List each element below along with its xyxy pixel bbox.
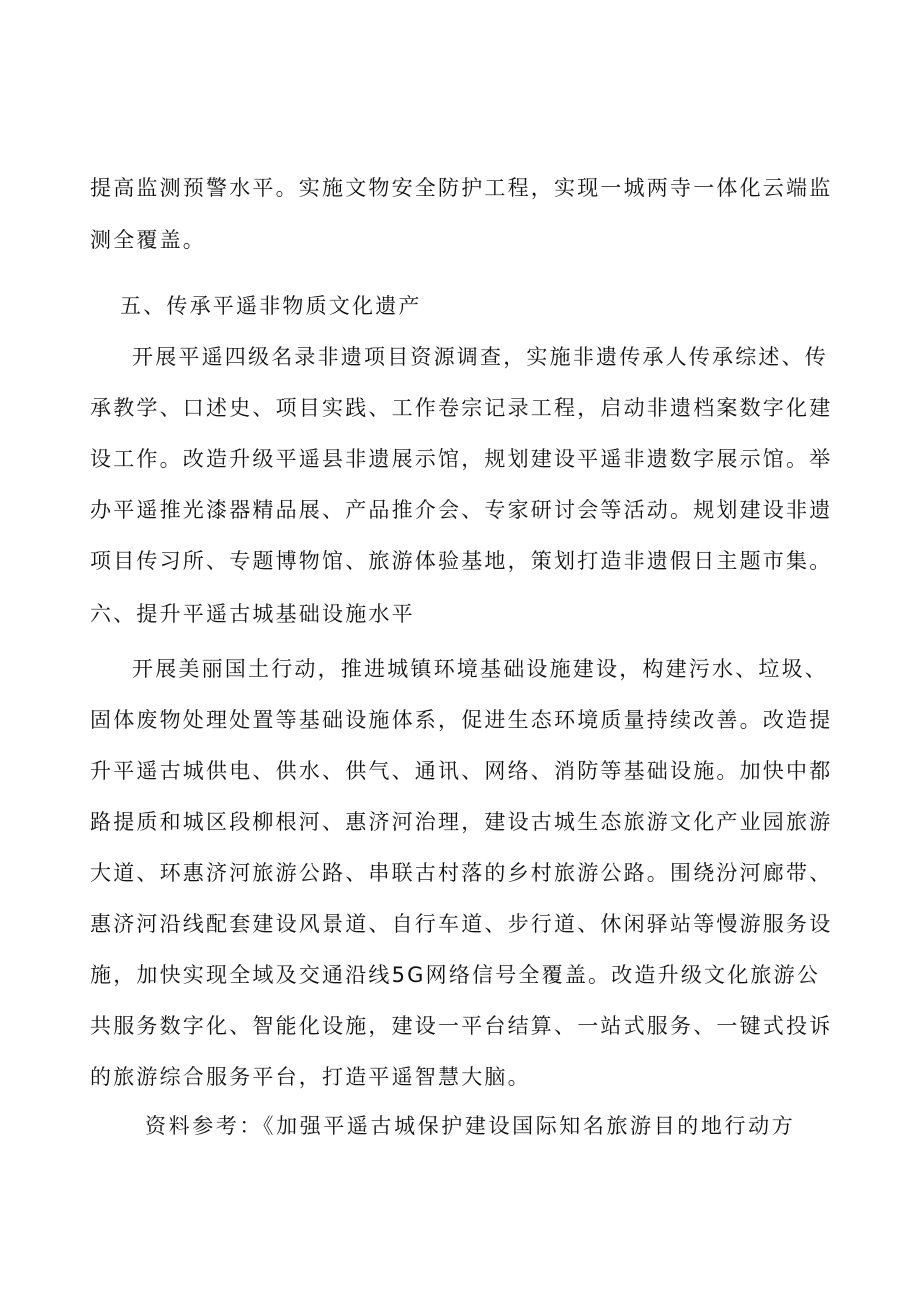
section-5-line-3: 设工作。改造升级平遥县非遗展示馆，规划建设平遥非遗数字展示馆。举 (90, 447, 833, 471)
section-5-line-1: 开展平遥四级名录非遗项目资源调查，实施非遗传承人传承综述、传 (132, 345, 828, 369)
intro-line-1: 提高监测预警水平。实施文物安全防护工程，实现一城两寺一体化云端监 (90, 176, 833, 200)
section-6-line-9: 的旅游综合服务平台，打造平遥智慧大脑。 (90, 1065, 531, 1089)
section-6-line-2: 固体废物处理处置等基础设施体系，促进生态环境质量持续改善。改造提 (90, 708, 833, 732)
section-6-line-3: 升平遥古城供电、供水、供气、通讯、网络、消防等基础设施。加快中都 (90, 759, 833, 783)
section-5-line-2: 承教学、口述史、项目实践、工作卷宗记录工程，启动非遗档案数字化建 (90, 396, 833, 420)
section-6-line-8: 共服务数字化、智能化设施，建设一平台结算、一站式服务、一键式投诉 (90, 1014, 833, 1038)
section-5-heading: 五、传承平遥非物质文化遗产 (120, 294, 422, 318)
section-6-heading: 六、提升平遥古城基础设施水平 (90, 602, 415, 626)
section-5-line-5: 项目传习所、专题博物馆、旅游体验基地，策划打造非遗假日主题市集。 (90, 549, 833, 573)
intro-line-2: 测全覆盖。 (90, 228, 206, 252)
section-6-line-1: 开展美丽国土行动，推进城镇环境基础设施建设，构建污水、垃圾、 (132, 657, 828, 681)
section-6-line-6: 惠济河沿线配套建设风景道、自行车道、步行道、休闲驿站等慢游服务设 (90, 912, 833, 936)
reference-line: 资料参考：《加强平遥古城保护建设国际知名旅游目的地行动方 (145, 1114, 796, 1138)
section-5-line-4: 办平遥推光漆器精品展、产品推介会、专家研讨会等活动。规划建设非遗 (90, 498, 833, 522)
section-6-line-5: 大道、环惠济河旅游公路、串联古村落的乡村旅游公路。围绕汾河廊带、 (90, 861, 833, 885)
section-6-line-7: 施，加快实现全域及交通沿线5G网络信号全覆盖。改造升级文化旅游公 (90, 963, 821, 987)
section-6-line-4: 路提质和城区段柳根河、惠济河治理，建设古城生态旅游文化产业园旅游 (90, 810, 833, 834)
